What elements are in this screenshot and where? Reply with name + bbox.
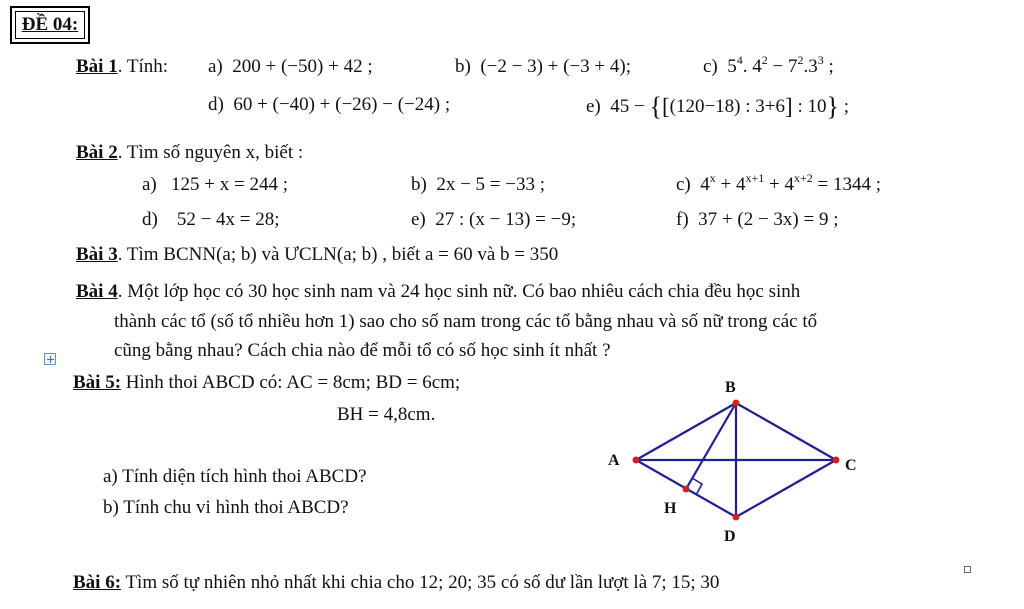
bai4-line3: cũng bằng nhau? Cách chia nào để mỗi tổ có số học sinh ít nhất ?: [114, 340, 611, 361]
bai6: [73, 572, 719, 594]
bai4-label: Bài 4: [76, 281, 118, 302]
bai3-label: Bài 3: [76, 244, 118, 265]
bai3: Bài 3. Tìm BCNN(a; b) và ƯCLN(a; b) , biết a = 60 và b = 350: [76, 244, 559, 265]
bai1-row1: Bài 1. Tính:: [76, 56, 169, 77]
bai5-line1: Bài 5: Hình thoi ABCD có: AC = 8cm; BD = 6cm;: [73, 372, 461, 393]
bai3-text: Tìm BCNN(a; b) và ƯCLN(a; b) , biết a = 60 và b = 350: [126, 244, 559, 265]
bai5-line2: BH = 4,8cm.: [337, 404, 436, 425]
bai1-d: d) 60 + (−40) + (−26) − (−24) ;: [208, 94, 451, 115]
rhombus-figure: [600, 375, 870, 550]
bai2-instruction: Tìm số nguyên x, biết :: [126, 142, 304, 163]
bai1-e: e) 45 − {[(120−18) : 3+6] : 10} ;: [586, 92, 849, 121]
exam-title: ĐỀ 04:: [15, 11, 85, 39]
edge-ab: [636, 403, 736, 460]
bai1-label: Bài 1: [76, 56, 118, 77]
bai2-a: a) 125 + x = 244 ;: [142, 174, 288, 195]
bai5-question-b: b) Tính chu vi hình thoi ABCD?: [103, 497, 349, 518]
vertex-d: [733, 514, 740, 521]
vertex-h: [683, 486, 690, 493]
bai4-line1: Bài 4. Một lớp học có 30 học sinh nam và 24 học sinh nữ. Có bao nhiêu cách chia đều học sinh: [76, 281, 801, 302]
label-h: H: [664, 500, 677, 517]
label-d: D: [724, 528, 736, 545]
bai1-instruction: Tính:: [126, 56, 169, 77]
vertex-b: [733, 400, 740, 407]
bai4-line2: thành các tổ (số tổ nhiều hơn 1) sao cho số nam trong các tổ bằng nhau và số nữ trong các tổ: [114, 311, 818, 332]
bai6-text: Tìm số tự nhiên nhỏ nhất khi chia cho 12; 20; 35 có số dư lần lượt là 7; 15; 30: [125, 572, 720, 593]
bai2-d: d) 52 − 4x = 28;: [142, 209, 280, 230]
bai6-label: Bài 6:: [73, 572, 122, 593]
vertex-c: [833, 457, 840, 464]
label-a: A: [608, 452, 620, 469]
bai5-label: Bài 5:: [73, 372, 122, 393]
bai2-c: c) $4^x + 4^{x+1} + 4^{x+2} = 1344$ ;: [676, 171, 882, 195]
bai1-c: c) $5^4$. $4^2 - 7^2.3^3$ ;: [703, 53, 834, 77]
bai1-a: a) 200 + (−50) + 42 ;: [208, 56, 373, 77]
corner-mark-icon: [964, 566, 971, 573]
bai2-b: b) 2x − 5 = −33 ;: [411, 174, 546, 195]
bai2-e: e) 27 : (x − 13) = −9;: [411, 209, 577, 230]
altitude-bh: [686, 403, 736, 489]
bai2-header: Bài 2. Tìm số nguyên x, biết :: [76, 142, 304, 163]
vertex-a: [633, 457, 640, 464]
edge-bc: [736, 403, 836, 460]
label-b: B: [725, 379, 736, 396]
move-anchor-icon[interactable]: [44, 353, 56, 365]
bai2-label: Bài 2: [76, 142, 118, 163]
bai1-b: b) (−2 − 3) + (−3 + 4);: [455, 56, 631, 77]
exam-title-box: [10, 6, 90, 44]
bai2-f: f) 37 + (2 − 3x) = 9 ;: [676, 209, 839, 230]
edge-cd: [736, 460, 836, 517]
bai5-question-a: a) Tính diện tích hình thoi ABCD?: [103, 466, 367, 487]
label-c: C: [845, 457, 857, 474]
